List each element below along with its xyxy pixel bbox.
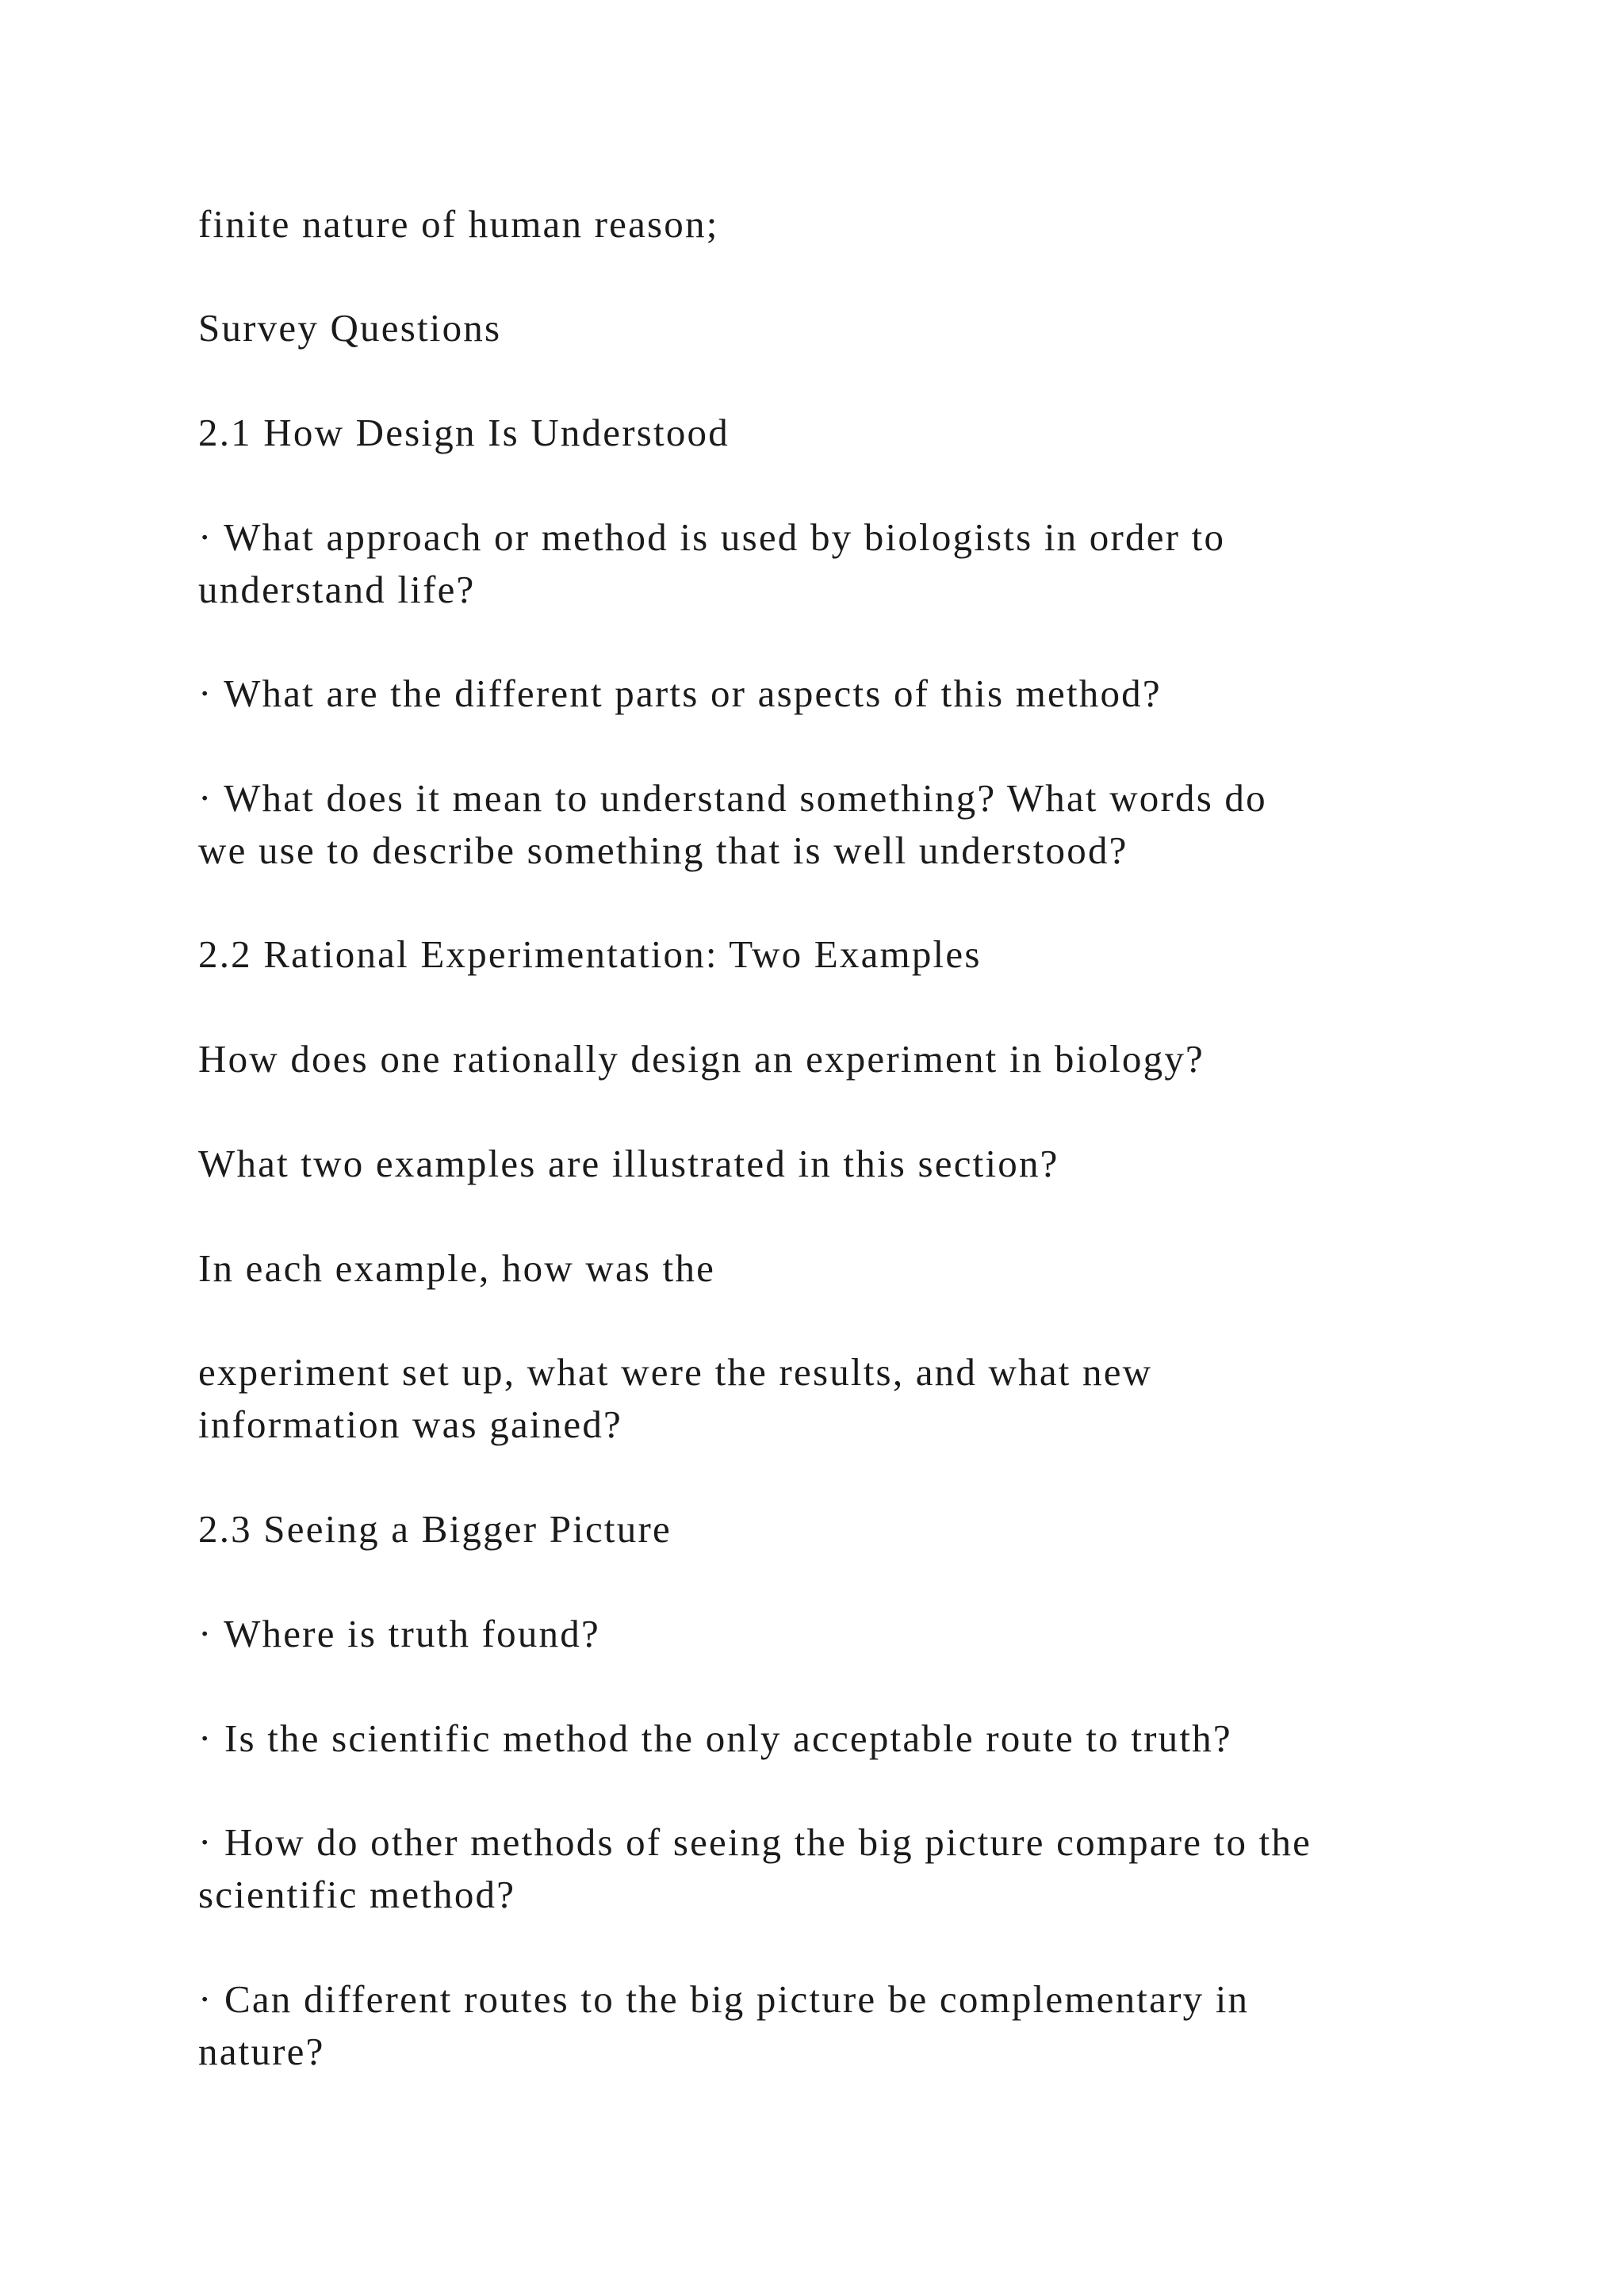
- text-paragraph-reason: finite nature of human reason;: [198, 202, 719, 246]
- heading-survey-questions: Survey Questions: [198, 306, 502, 350]
- question-parts-of-method: · What are the different parts or aspects of this method?: [198, 672, 1162, 715]
- question-each-example: In each example, how was the: [198, 1246, 716, 1290]
- question-two-examples: What two examples are illustrated in this section?: [198, 1142, 1059, 1185]
- question-other-methods: · How do other methods of seeing the big picture compare to the scientific method?: [198, 1820, 1312, 1916]
- question-approach-method: · What approach or method is used by biologists in order to understand life?: [198, 515, 1226, 611]
- heading-section-2-1: 2.1 How Design Is Understood: [198, 411, 730, 454]
- question-design-experiment: How does one rationally design an experiment in biology?: [198, 1037, 1205, 1081]
- heading-section-2-2: 2.2 Rational Experimentation: Two Examples: [198, 932, 982, 976]
- question-experiment-setup: experiment set up, what were the results, and what new information was gained?: [198, 1350, 1153, 1446]
- question-scientific-method-only: · Is the scientific method the only acceptable route to truth?: [198, 1716, 1232, 1760]
- question-understand-something: · What does it mean to understand something? What words do we use to describe something that is well understood?: [198, 776, 1267, 872]
- question-truth-found: · Where is truth found?: [198, 1612, 600, 1655]
- question-complementary-routes: · Can different routes to the big picture be complementary in nature?: [198, 1977, 1250, 2073]
- heading-section-2-3: 2.3 Seeing a Bigger Picture: [198, 1507, 672, 1551]
